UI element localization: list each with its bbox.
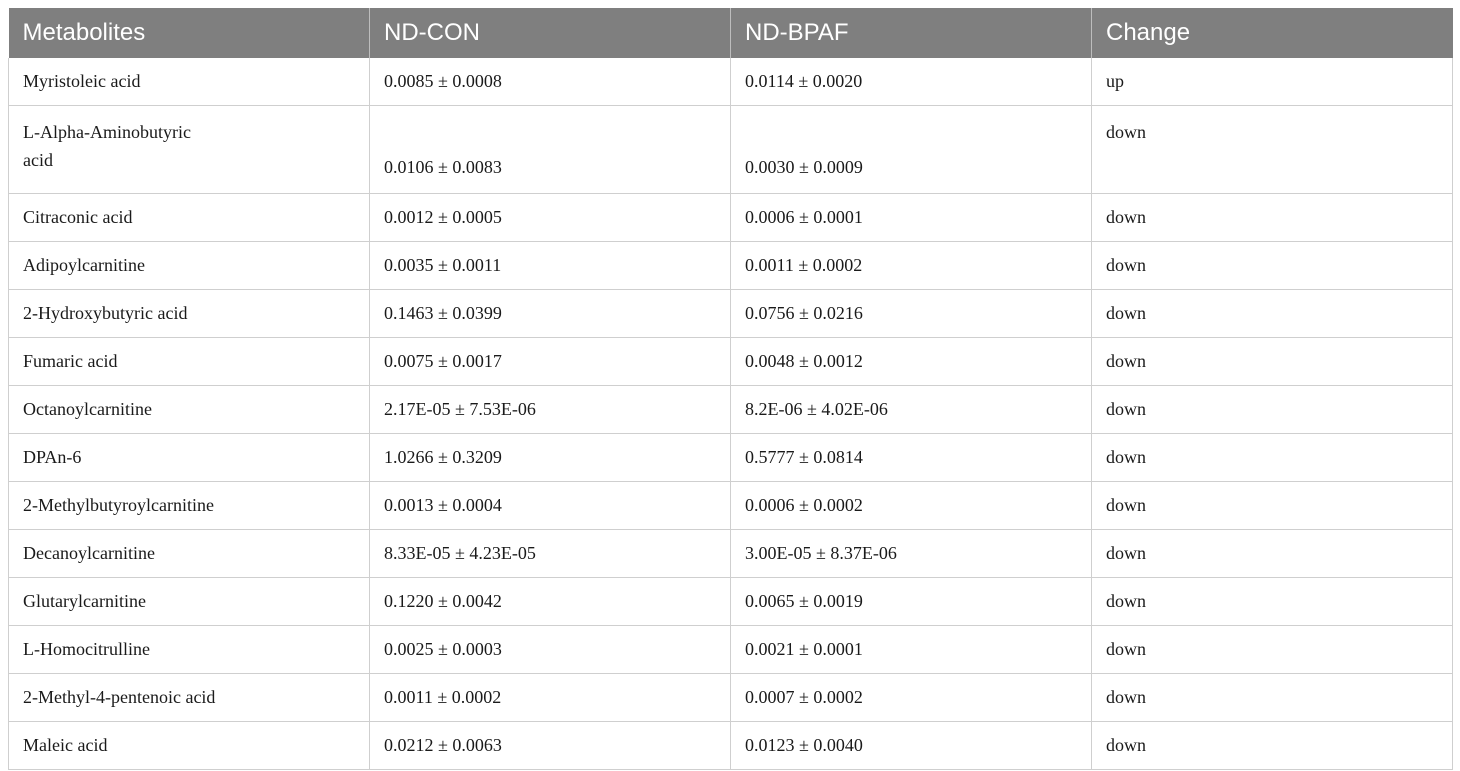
metabolite-cell (9, 106, 370, 194)
table-row (9, 530, 1453, 578)
metabolite-cell: Adipoylcarnitine (9, 242, 370, 290)
change-cell: down (1092, 194, 1453, 242)
change-cell: down (1092, 722, 1453, 770)
nd-bpaf-cell: 0.0006 ± 0.0001 (731, 194, 1092, 242)
table-row (9, 58, 1453, 106)
change-cell: down (1092, 482, 1453, 530)
header-nd-con: ND-CON (370, 8, 731, 58)
nd-con-cell: 0.0085 ± 0.0008 (370, 58, 731, 106)
nd-bpaf-cell: 0.0006 ± 0.0002 (731, 482, 1092, 530)
table-row (9, 242, 1453, 290)
table-body (9, 58, 1453, 770)
change-cell: down (1092, 578, 1453, 626)
table-row (9, 194, 1453, 242)
change-cell: down (1092, 106, 1453, 194)
change-cell: down (1092, 626, 1453, 674)
change-cell: down (1092, 434, 1453, 482)
header-change: Change (1092, 8, 1453, 58)
metabolite-name: L-Alpha-Aminobutyric acid (23, 122, 191, 170)
nd-con-cell: 0.1220 ± 0.0042 (370, 578, 731, 626)
metabolite-cell: Decanoylcarnitine (9, 530, 370, 578)
metabolites-table-container (8, 8, 1452, 770)
change-cell: up (1092, 58, 1453, 106)
table-row (9, 338, 1453, 386)
nd-con-cell: 0.0012 ± 0.0005 (370, 194, 731, 242)
nd-con-cell: 2.17E-05 ± 7.53E-06 (370, 386, 731, 434)
table-row (9, 290, 1453, 338)
nd-bpaf-cell: 0.0065 ± 0.0019 (731, 578, 1092, 626)
metabolite-cell: Glutarylcarnitine (9, 578, 370, 626)
header-metabolites: Metabolites (9, 8, 370, 58)
metabolite-cell: Fumaric acid (9, 338, 370, 386)
table-row (9, 674, 1453, 722)
nd-con-cell: 0.0106 ± 0.0083 (370, 106, 731, 194)
change-cell: down (1092, 386, 1453, 434)
header-row (9, 8, 1453, 58)
metabolites-table (8, 8, 1453, 770)
nd-con-cell: 0.1463 ± 0.0399 (370, 290, 731, 338)
nd-bpaf-cell: 0.0030 ± 0.0009 (731, 106, 1092, 194)
nd-bpaf-cell: 0.0048 ± 0.0012 (731, 338, 1092, 386)
nd-bpaf-cell: 3.00E-05 ± 8.37E-06 (731, 530, 1092, 578)
change-cell: down (1092, 338, 1453, 386)
table-row (9, 106, 1453, 194)
nd-con-cell: 0.0075 ± 0.0017 (370, 338, 731, 386)
table-row (9, 482, 1453, 530)
metabolite-cell: 2-Methylbutyroylcarnitine (9, 482, 370, 530)
metabolite-cell: DPAn-6 (9, 434, 370, 482)
nd-bpaf-cell: 0.0021 ± 0.0001 (731, 626, 1092, 674)
nd-bpaf-cell: 0.5777 ± 0.0814 (731, 434, 1092, 482)
change-cell: down (1092, 674, 1453, 722)
table-row (9, 386, 1453, 434)
metabolite-cell: Octanoylcarnitine (9, 386, 370, 434)
table-row (9, 434, 1453, 482)
metabolite-cell: 2-Hydroxybutyric acid (9, 290, 370, 338)
change-cell: down (1092, 242, 1453, 290)
nd-con-cell: 8.33E-05 ± 4.23E-05 (370, 530, 731, 578)
nd-con-cell: 0.0035 ± 0.0011 (370, 242, 731, 290)
metabolite-cell: Maleic acid (9, 722, 370, 770)
nd-bpaf-cell: 8.2E-06 ± 4.02E-06 (731, 386, 1092, 434)
nd-bpaf-cell: 0.0007 ± 0.0002 (731, 674, 1092, 722)
metabolite-cell: L-Homocitrulline (9, 626, 370, 674)
change-cell: down (1092, 290, 1453, 338)
nd-con-cell: 0.0212 ± 0.0063 (370, 722, 731, 770)
nd-con-cell: 0.0013 ± 0.0004 (370, 482, 731, 530)
metabolite-cell: Myristoleic acid (9, 58, 370, 106)
table-row (9, 722, 1453, 770)
nd-bpaf-cell: 0.0114 ± 0.0020 (731, 58, 1092, 106)
metabolite-cell: Citraconic acid (9, 194, 370, 242)
nd-bpaf-cell: 0.0756 ± 0.0216 (731, 290, 1092, 338)
table-header (9, 8, 1453, 58)
nd-bpaf-cell: 0.0123 ± 0.0040 (731, 722, 1092, 770)
change-cell: down (1092, 530, 1453, 578)
nd-con-cell: 0.0011 ± 0.0002 (370, 674, 731, 722)
table-row (9, 578, 1453, 626)
nd-con-cell: 0.0025 ± 0.0003 (370, 626, 731, 674)
header-nd-bpaf: ND-BPAF (731, 8, 1092, 58)
table-row (9, 626, 1453, 674)
nd-con-cell: 1.0266 ± 0.3209 (370, 434, 731, 482)
nd-bpaf-cell: 0.0011 ± 0.0002 (731, 242, 1092, 290)
metabolite-cell: 2-Methyl-4-pentenoic acid (9, 674, 370, 722)
